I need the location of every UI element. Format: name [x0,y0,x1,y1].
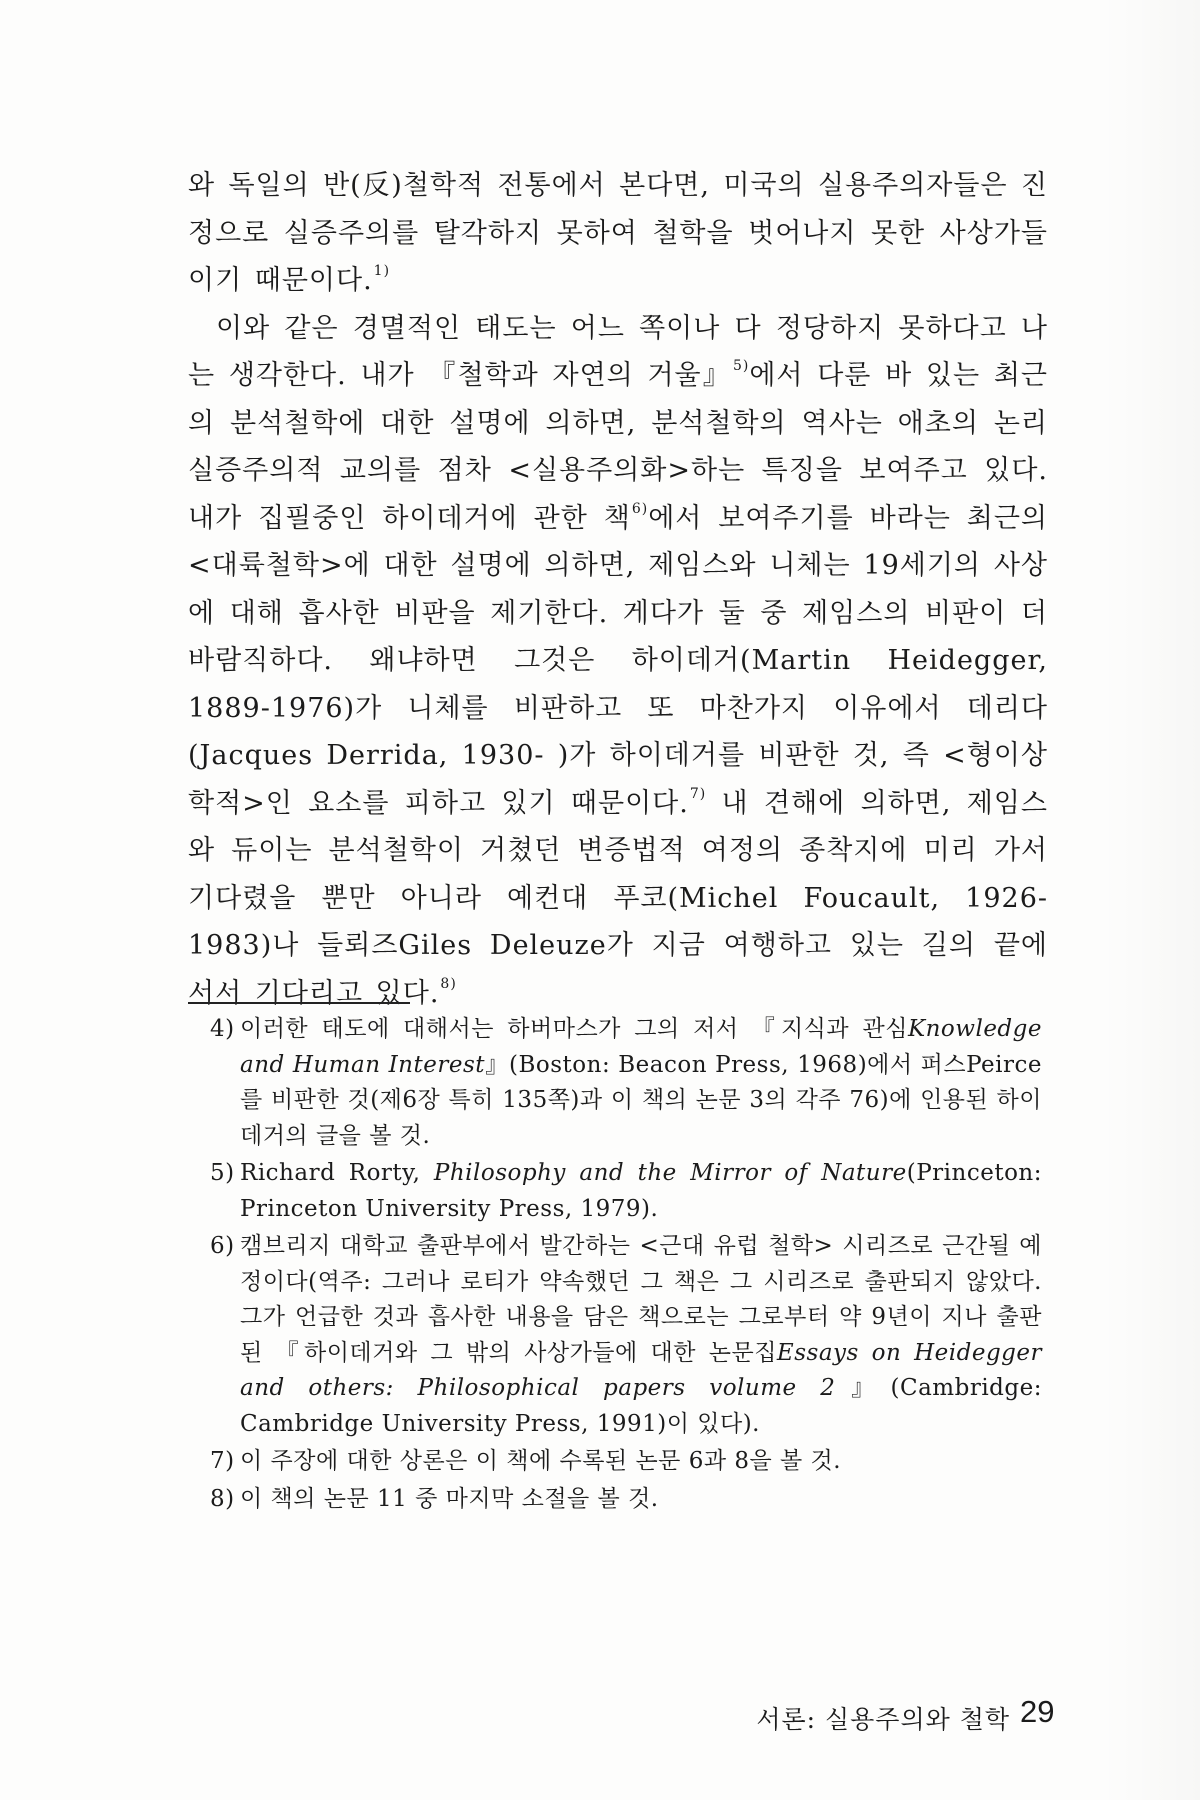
footnote [210,1229,1042,1442]
footnote-text-segment: 캠브리지 대학교 출판부에서 발간하는 <근대 유럽 철학> 시리즈로 근간될 예정이다(역주: 그러나 로티가 약속했던 그 책은 그 시리즈로 출판되지 않았다. 그가 언급한 것과 흡사한 내용을 담은 책으로는 그로부터 약 9년이 지나 출판된 『하이데거와 그 밖의 사상가들에 대한 논문집 [240,1233,1042,1366]
footnote-divider [188,1002,410,1004]
footnote-number: 6) [210,1233,235,1259]
footnote-title-italic: Knowledge and Human Interest [240,1016,1042,1078]
footnote-text [240,1229,1042,1442]
footnote-text-segment: (Princeton: Princeton University Press, 1979). [240,1160,1042,1222]
paragraph-text: 내 견해에 의하면, 제임스와 듀이는 분석철학이 거쳤던 변증법적 여정의 종착지에 미리 가서 기다렸을 뿐만 아니라 예컨대 푸코(Michel Foucault, 1926-1983)나 들뢰즈Giles Deleuze가 지금 여행하고 있는 길의 끝에 서서 기다리고 있다. [188,787,1048,1009]
paragraph [188,305,1048,1018]
paragraph-text: 에서 다룬 바 있는 최근의 분석철학에 대한 설명에 의하면, 분석철학의 역사는 애초의 논리실증주의적 교의를 점차 <실용주의화>하는 특징을 보여주고 있다. 내가 집필중인 하이데거에 관한 책 [188,360,1048,534]
paragraph-text: 에서 보여주기를 바라는 최근의 <대륙철학>에 대한 설명에 의하면, 제임스와 니체는 19세기의 사상에 대해 흡사한 비판을 제기한다. 게다가 둘 중 제임스의 비판이 더 바람직하다. 왜냐하면 그것은 하이데거(Martin Heidegger, 1889-1976)가 니체를 비판하고 또 마찬가지 이유에서 데리다(Jacques Derrida, 1930- )가 하이데거를 비판한 것, 즉 <형이상학적>인 요소를 피하고 있기 때문이다. [188,502,1048,819]
footnote-ref: 5) [732,358,750,374]
footnote [210,1156,1042,1227]
footnote-number: 8) [210,1485,235,1512]
footnote [210,1012,1042,1154]
footnote-ref: 8) [440,975,457,992]
page-number: 29 [1020,1694,1055,1729]
footnote-text-segment: 이러한 태도에 대해서는 하버마스가 그의 저서 『지식과 관심 [240,1016,908,1042]
footnotes [210,1012,1042,1519]
footnote-title-italic: Philosophy and the Mirror of Nature [433,1160,907,1186]
footnote-text-segment: 』(Cambridge: Cambridge University Press, 1991)이 있다). [240,1375,1042,1437]
footnote-ref: 1) [373,263,391,279]
footnote-text-segment: 이 책의 논문 11 중 마지막 소절을 볼 것. [240,1485,659,1512]
page-edge-shading [1100,0,1200,1800]
footnote-ref: 7) [689,785,707,802]
footnote [210,1482,1042,1518]
footnote-text-segment: Richard Rorty, [240,1160,434,1186]
footnote-text [240,1482,1042,1518]
body-text [188,162,1048,1017]
footnote-text-segment: 』(Boston: Beacon Press, 1968)에서 퍼스Peirce를 비판한 것(제6장 특히 135쪽)과 이 책의 논문 3의 각주 76)에 인용된 하이데거의 글을 볼 것. [240,1051,1042,1149]
paragraph-continued [188,162,1048,305]
footnote-number: 5) [210,1160,235,1186]
running-title: 서론: 실용주의와 철학 [756,1705,1010,1734]
footnote-text [240,1012,1042,1154]
footnote-title-italic: Essays on Heidegger and others: Philosophical papers volume 2 [240,1339,1042,1401]
footnote-text [240,1156,1042,1227]
footnote-ref: 6) [631,500,649,517]
footnote-text [240,1444,1042,1480]
paragraph-text: 와 독일의 반(反)철학적 전통에서 본다면, 미국의 실용주의자들은 진정으로 실증주의를 탈각하지 못하여 철학을 벗어나지 못한 사상가들이기 때문이다. [188,170,1048,296]
paragraph-text: 이와 같은 경멸적인 태도는 어느 쪽이나 다 정당하지 못하다고 나는 생각한다. 내가 『철학과 자연의 거울』 [188,312,1048,391]
footnote-number: 4) [210,1016,235,1042]
footnote-text-segment: 이 주장에 대한 상론은 이 책에 수록된 논문 6과 8을 볼 것. [240,1448,842,1474]
footnote-number: 7) [210,1448,235,1474]
footnote [210,1444,1042,1480]
